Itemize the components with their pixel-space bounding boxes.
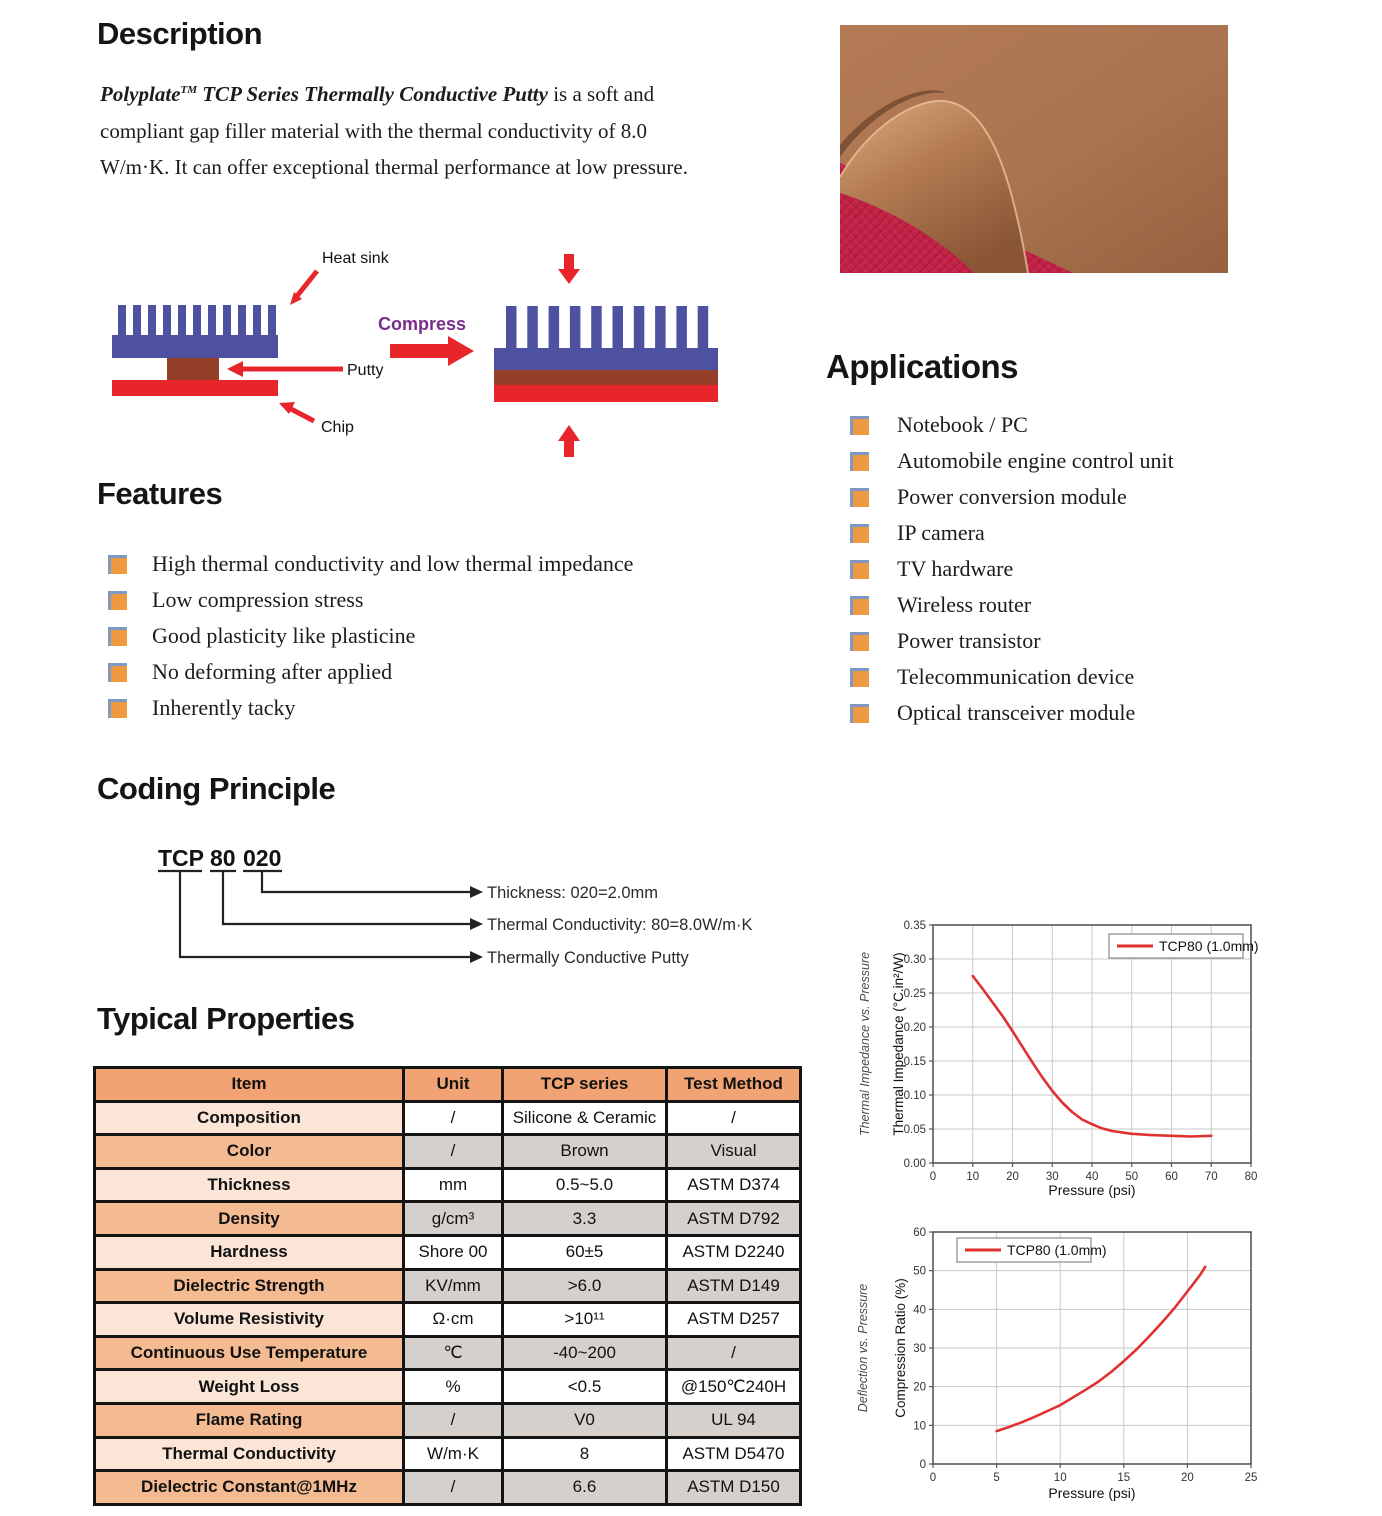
table-row: Volume Resistivity Ω·cm >10¹¹ ASTM D257 xyxy=(95,1303,801,1337)
list-item xyxy=(850,587,1174,623)
svg-text:30: 30 xyxy=(1045,1171,1059,1183)
x-axis-label: Pressure (psi) xyxy=(1048,1182,1136,1198)
svg-text:60: 60 xyxy=(1165,1171,1178,1183)
application-text: Telecommunication device xyxy=(897,664,1135,689)
application-text: Notebook / PC xyxy=(897,412,1028,437)
bullet-square-icon xyxy=(850,488,869,507)
code-part-020: 020 xyxy=(243,845,282,871)
bullet-square-icon xyxy=(108,555,127,574)
svg-text:60: 60 xyxy=(913,1227,926,1239)
description-paragraph xyxy=(100,72,716,186)
table-row: Hardness Shore 00 60±5 ASTM D2240 xyxy=(95,1235,801,1269)
svg-text:0.10: 0.10 xyxy=(903,1090,926,1102)
application-text: Wireless router xyxy=(897,592,1032,617)
chip-arrow xyxy=(291,409,314,421)
putty-left xyxy=(167,358,219,380)
y-axis-label: Thermal Impedance (°C.in²/W) xyxy=(891,952,906,1136)
chip-label: Chip xyxy=(321,419,354,436)
features-heading: Features xyxy=(97,476,223,511)
chip-left xyxy=(112,380,278,396)
bullet-square-icon xyxy=(850,704,869,723)
svg-text:5: 5 xyxy=(993,1472,1000,1484)
svg-text:0: 0 xyxy=(929,1171,937,1183)
svg-text:15: 15 xyxy=(1117,1472,1131,1484)
table-row: Flame Rating / V0 UL 94 xyxy=(95,1403,801,1437)
application-text: Power conversion module xyxy=(897,484,1127,509)
svg-text:10: 10 xyxy=(1053,1472,1067,1484)
chart-curve xyxy=(997,1267,1206,1431)
list-item xyxy=(108,654,633,690)
heatsink-left xyxy=(112,305,278,358)
putty-right-compressed xyxy=(494,370,718,385)
press-up-arrow xyxy=(558,425,580,457)
bullet-square-icon xyxy=(850,632,869,651)
code-part-tcp: TCP xyxy=(158,845,204,871)
list-item xyxy=(850,623,1174,659)
svg-text:0.35: 0.35 xyxy=(903,920,926,932)
list-item xyxy=(850,551,1174,587)
product-photo xyxy=(840,25,1228,273)
bullet-square-icon xyxy=(850,452,869,471)
svg-text:20: 20 xyxy=(1006,1171,1019,1183)
column-header: Test Method xyxy=(667,1068,801,1102)
bullet-square-icon xyxy=(108,699,127,718)
coding-principle-heading: Coding Principle xyxy=(97,771,336,806)
conductivity-connector xyxy=(223,871,470,924)
bullet-square-icon xyxy=(850,560,869,579)
application-text: Optical transceiver module xyxy=(897,700,1136,725)
svg-text:50: 50 xyxy=(1125,1171,1139,1183)
svg-text:0.25: 0.25 xyxy=(903,988,926,1000)
svg-text:40: 40 xyxy=(913,1304,926,1317)
compress-label: Compress xyxy=(378,314,467,334)
table-row: Thermal Conductivity W/m·K 8 ASTM D5470 xyxy=(95,1437,801,1471)
list-item xyxy=(108,582,633,618)
application-text: TV hardware xyxy=(897,556,1014,581)
list-item xyxy=(108,618,633,654)
svg-text:0.05: 0.05 xyxy=(903,1124,926,1136)
feature-text: No deforming after applied xyxy=(152,659,393,684)
svg-text:80: 80 xyxy=(1244,1171,1258,1183)
properties-table xyxy=(93,1066,802,1506)
list-item xyxy=(108,690,633,726)
list-item xyxy=(850,695,1174,731)
putty-label: Putty xyxy=(347,362,384,379)
bullet-square-icon xyxy=(850,668,869,687)
svg-text:0.00: 0.00 xyxy=(903,1158,926,1170)
chart-side-title: Thermal Impedance vs. Pressure xyxy=(858,951,872,1137)
description-body: is a soft and compliant gap filler material with the thermal conductivity of 8.0 W/m·K. It can offer exceptional thermal performance at low pressure. xyxy=(100,82,688,179)
table-row: Composition / Silicone & Ceramic / xyxy=(95,1101,801,1135)
bullet-square-icon xyxy=(108,591,127,610)
chart-side-title: Deflection vs. Pressure xyxy=(856,1283,870,1413)
deflection-chart xyxy=(855,1212,1325,1512)
feature-text: Inherently tacky xyxy=(152,695,296,720)
table-row: Dielectric Strength KV/mm >6.0 ASTM D149 xyxy=(95,1269,801,1303)
svg-text:20: 20 xyxy=(1181,1472,1194,1484)
heat-sink-label: Heat sink xyxy=(322,250,389,267)
svg-text:0.30: 0.30 xyxy=(903,954,926,966)
legend-label: TCP80 (1.0mm) xyxy=(1007,1242,1107,1258)
svg-text:10: 10 xyxy=(913,1420,926,1433)
list-item xyxy=(850,407,1174,443)
table-row: Color / Brown Visual xyxy=(95,1135,801,1169)
applications-heading: Applications xyxy=(826,348,1019,385)
list-item xyxy=(850,479,1174,515)
thermal-impedance-chart xyxy=(855,902,1325,1207)
y-axis-label: Compression Ratio (%) xyxy=(893,1278,908,1418)
conductivity-code-label: Thermal Conductivity: 80=8.0W/m·K xyxy=(487,916,753,934)
table-row: Continuous Use Temperature ℃ -40~200 / xyxy=(95,1336,801,1370)
thickness-connector xyxy=(262,871,470,892)
bullet-square-icon xyxy=(850,596,869,615)
feature-text: High thermal conductivity and low thermal impedance xyxy=(152,551,634,576)
application-text: Automobile engine control unit xyxy=(897,448,1174,473)
svg-text:0.20: 0.20 xyxy=(903,1022,926,1034)
x-axis-label: Pressure (psi) xyxy=(1048,1485,1136,1501)
feature-text: Good plasticity like plasticine xyxy=(152,623,416,648)
heatsink-right xyxy=(494,306,718,370)
list-item xyxy=(850,659,1174,695)
features-list xyxy=(108,546,633,726)
list-item xyxy=(850,443,1174,479)
table-row: Weight Loss % <0.5 @150℃240H xyxy=(95,1370,801,1404)
svg-text:25: 25 xyxy=(1244,1472,1258,1484)
table-row: Density g/cm³ 3.3 ASTM D792 xyxy=(95,1202,801,1236)
svg-text:0.15: 0.15 xyxy=(903,1056,926,1068)
svg-text:0: 0 xyxy=(929,1472,937,1484)
table-row: Dielectric Constant@1MHz / 6.6 ASTM D150 xyxy=(95,1471,801,1505)
column-header: Unit xyxy=(404,1068,503,1102)
bullet-square-icon xyxy=(108,627,127,646)
trademark-mark: TM xyxy=(180,84,197,96)
table-header-row xyxy=(95,1068,801,1102)
bullet-square-icon xyxy=(850,524,869,543)
bullet-square-icon xyxy=(108,663,127,682)
product-name-rest: TCP Series Thermally Conductive Putty xyxy=(196,82,548,106)
column-header: TCP series xyxy=(503,1068,667,1102)
applications-list xyxy=(850,407,1174,731)
svg-text:0: 0 xyxy=(919,1459,926,1471)
putty-code-label: Thermally Conductive Putty xyxy=(487,949,689,967)
compress-arrow xyxy=(390,336,474,366)
coding-principle-diagram xyxy=(140,840,820,980)
column-header: Item xyxy=(95,1068,404,1102)
table-row: Thickness mm 0.5~5.0 ASTM D374 xyxy=(95,1168,801,1202)
compression-diagram xyxy=(85,235,745,470)
list-item xyxy=(108,546,633,582)
legend-label: TCP80 (1.0mm) xyxy=(1159,938,1259,954)
application-text: Power transistor xyxy=(897,628,1041,653)
description-heading: Description xyxy=(97,16,263,51)
svg-text:30: 30 xyxy=(913,1343,926,1355)
list-item xyxy=(850,515,1174,551)
svg-text:10: 10 xyxy=(966,1171,980,1183)
product-name: Polyplate xyxy=(100,82,181,106)
code-part-80: 80 xyxy=(210,845,236,871)
thickness-code-label: Thickness: 020=2.0mm xyxy=(487,884,659,902)
feature-text: Low compression stress xyxy=(152,587,364,612)
svg-text:70: 70 xyxy=(1204,1171,1218,1183)
application-text: IP camera xyxy=(897,520,985,545)
svg-text:20: 20 xyxy=(913,1381,926,1394)
chip-right xyxy=(494,385,718,402)
heat-sink-arrow xyxy=(297,271,317,296)
typical-properties-heading: Typical Properties xyxy=(97,1001,355,1036)
bullet-square-icon xyxy=(850,416,869,435)
code-underlines xyxy=(158,871,470,957)
svg-text:40: 40 xyxy=(1085,1171,1099,1183)
svg-text:50: 50 xyxy=(913,1265,926,1278)
press-down-arrow xyxy=(558,254,580,284)
